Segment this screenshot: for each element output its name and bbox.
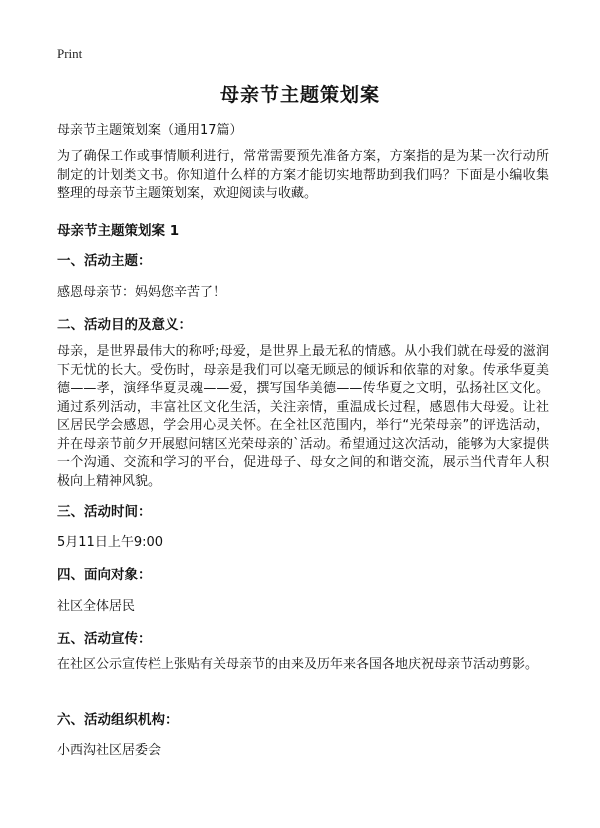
section-time-heading: 三、活动时间： xyxy=(57,504,152,520)
section-publicity-heading: 五、活动宣传： xyxy=(57,631,152,647)
section-audience-heading: 四、面向对象： xyxy=(57,567,152,583)
section-theme-content: 感恩母亲节：妈妈您辛苦了！ xyxy=(57,285,227,300)
section-audience-content: 社区全体居民 xyxy=(57,599,136,614)
section-organizer-content: 小西沟社区居委会 xyxy=(57,743,162,758)
intro-paragraph: 为了确保工作或事情顺利进行，常常需要预先准备方案，方案指的是为某一次行动所制定的计划类文书。你知道什么样的方案才能切实地帮助到我们吗？下面是小编收集整理的母亲节主题策划案，欢迎阅读与收藏。 xyxy=(57,149,549,201)
section-theme-heading: 一、活动主题： xyxy=(57,253,152,269)
document-subtitle: 母亲节主题策划案（通用17篇） xyxy=(57,123,243,138)
section-purpose-content: 母亲，是世界最伟大的称呼;母爱，是世界上最无私的情感。从小我们就在母爱的滋润下无忧的长大。受伤时，母亲是我们可以毫无顾忌的倾诉和依靠的对象。传承华夏美德——孝，演绎华夏灵魂——爱，撰写国华美德——传华夏之文明，弘扬社区文化。通过系列活动，丰富社区文化生活，关注亲情，重温成长过程，感恩伟大母爱。让社区居民学会感恩，学会用心灵关怀。在全社区范围内，举行“光荣母亲”的评选活动，并在母亲节前夕开展慰问辖区光荣母亲的`活动。希望通过这次活动，能够为大家提供一个沟通、交流和学习的平台，促进母子、母女之间的和谐交流，展示当代青年人积极向上精神风貌。 xyxy=(57,344,549,489)
print-link[interactable]: Print xyxy=(57,46,83,61)
section-purpose-heading: 二、活动目的及意义： xyxy=(57,317,192,333)
section-publicity-content: 在社区公示宣传栏上张贴有关母亲节的由来及历年来各国各地庆祝母亲节活动剪影。 xyxy=(57,657,539,672)
section-time-content: 5月11日上午9:00 xyxy=(57,535,164,550)
page-title: 母亲节主题策划案 xyxy=(219,84,380,106)
section-organizer-heading: 六、活动组织机构： xyxy=(57,712,179,728)
plan-heading: 母亲节主题策划案 1 xyxy=(57,223,180,239)
